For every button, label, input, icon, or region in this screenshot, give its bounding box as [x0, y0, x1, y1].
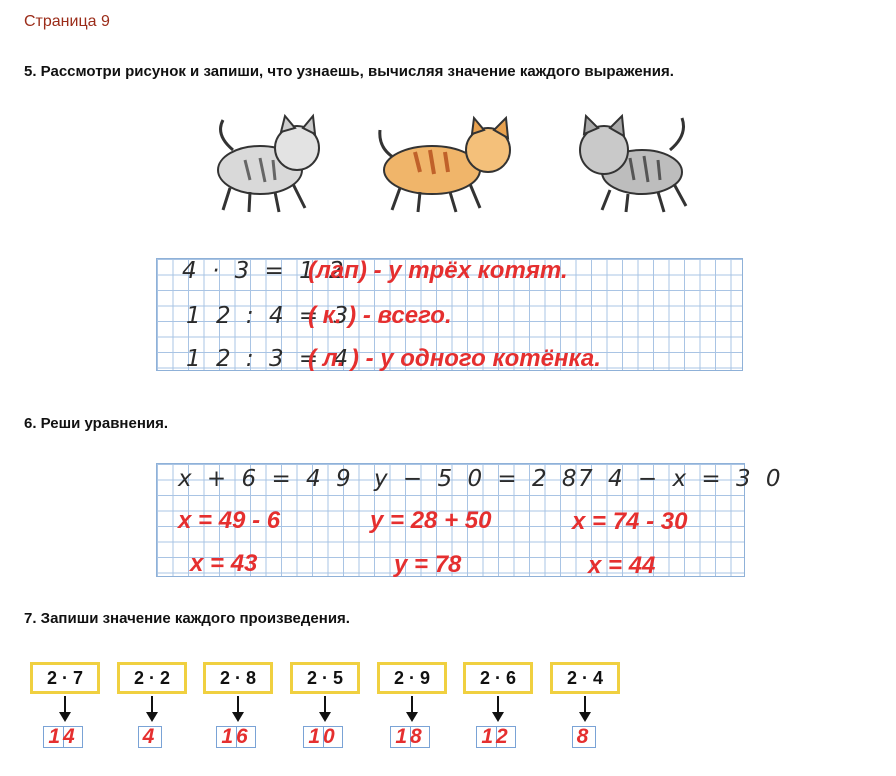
product-result-6: 12	[476, 726, 516, 748]
task-5-title: 5. Рассмотри рисунок и запиши, что узнаешь, вычисляя значение каждого выражения.	[24, 63, 674, 80]
arrow-down-icon	[492, 696, 504, 722]
product-box-2: 2 · 2	[117, 662, 187, 694]
equation-1-result: x = 43	[190, 550, 258, 577]
product-result-4: 10	[303, 726, 343, 748]
product-box-6: 2 · 6	[463, 662, 533, 694]
product-box-4: 2 · 5	[290, 662, 360, 694]
grey-kitten-icon	[205, 110, 335, 215]
page-label: Страница 9	[24, 13, 110, 30]
product-box-5: 2 · 9	[377, 662, 447, 694]
product-result-2: 4	[138, 726, 162, 748]
arrow-down-icon	[59, 696, 71, 722]
task-5-row-1-answer: (лап) - у трёх котят.	[308, 257, 568, 284]
arrow-down-icon	[579, 696, 591, 722]
task-7-title: 7. Запиши значение каждого произведения.	[24, 610, 350, 627]
task-6-title: 6. Реши уравнения.	[24, 415, 169, 432]
product-result-5: 18	[390, 726, 430, 748]
task-5-row-2-expr: 1 2 : 4 = 3	[186, 303, 353, 329]
equation-1-step: x = 49 - 6	[178, 507, 281, 534]
grey-kitten-icon	[570, 110, 700, 215]
task-5-row-1-expr: 4 · 3 = 1 2	[182, 258, 348, 284]
product-box-7: 2 · 4	[550, 662, 620, 694]
kittens-illustration	[205, 110, 705, 220]
equation-3-step: x = 74 - 30	[572, 508, 688, 535]
product-box-1: 2 · 7	[30, 662, 100, 694]
equation-3-result: x = 44	[588, 552, 656, 579]
equation-2-step: y = 28 + 50	[370, 507, 492, 534]
equation-3: 7 4 − x = 3 0	[578, 466, 785, 492]
arrow-down-icon	[406, 696, 418, 722]
equation-1: x + 6 = 4 9	[178, 466, 355, 492]
task-5-row-2-answer: ( к. ) - всего.	[308, 302, 452, 329]
product-result-1: 14	[43, 726, 83, 748]
arrow-down-icon	[232, 696, 244, 722]
product-result-7: 8	[572, 726, 596, 748]
product-result-3: 16	[216, 726, 256, 748]
arrow-down-icon	[319, 696, 331, 722]
arrow-down-icon	[146, 696, 158, 722]
ginger-kitten-icon	[370, 110, 520, 215]
product-box-3: 2 · 8	[203, 662, 273, 694]
equation-2-result: y = 78	[394, 551, 462, 578]
task-5-row-3-expr: 1 2 : 3 = 4	[186, 346, 353, 372]
task-5-row-3-answer: ( л. ) - у одного котёнка.	[308, 345, 601, 372]
equation-2: y − 5 0 = 2 8	[374, 466, 581, 492]
